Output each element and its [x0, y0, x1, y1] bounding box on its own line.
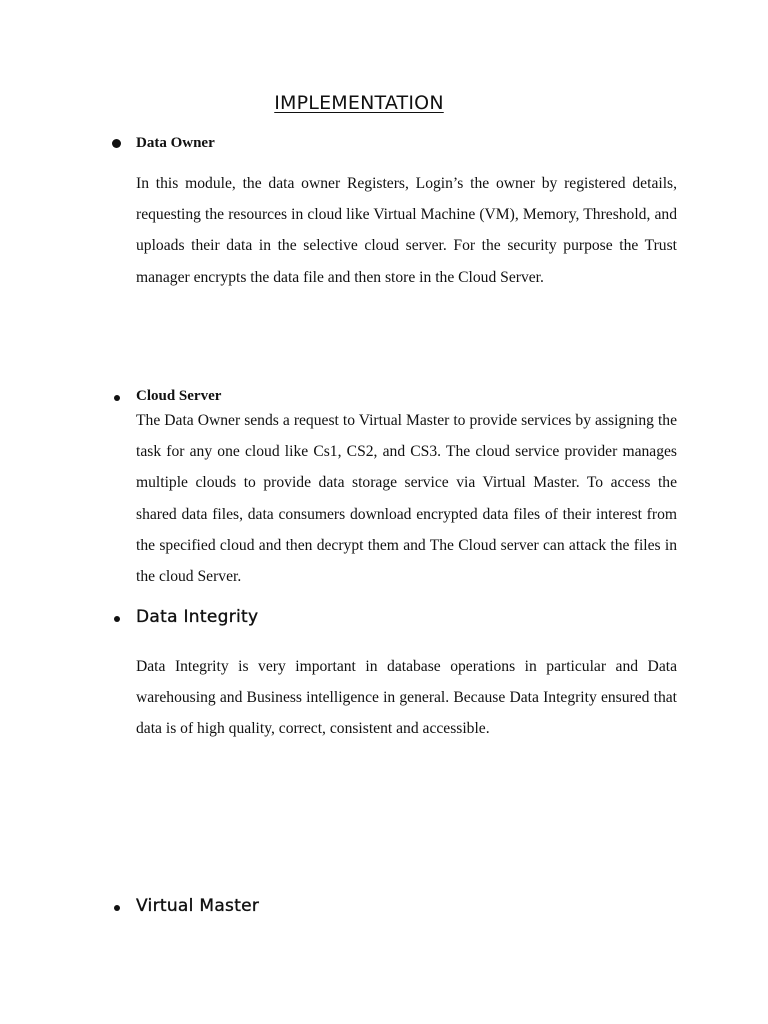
bullet-icon [114, 905, 120, 911]
page-title: IMPLEMENTATION [274, 92, 444, 114]
section-body-data-integrity: Data Integrity is very important in database operations in particular and Data warehousing and Business intelligence in general. Because Data Integrity ensured that data is of high quality, correct, consistent and accessible. [136, 658, 677, 738]
bullet-icon [112, 139, 121, 148]
section-body-cloud-server: The Data Owner sends a request to Virtual Master to provide services by assigning the task for any one cloud like Cs1, CS2, and CS3. The cloud service provider manages multiple clouds to provide data storage service via Virtual Master. To access the shared data files, data consumers download encrypted data files of their interest from the specified cloud and then decrypt them and The Cloud server can attack the files in the cloud Server. [136, 412, 677, 586]
section-heading-cloud-server: Cloud Server [136, 388, 222, 404]
bullet-icon [114, 616, 120, 622]
section-heading-data-integrity: Data Integrity [136, 607, 259, 627]
bullet-icon [114, 395, 120, 401]
section-heading-virtual-master: Virtual Master [136, 896, 260, 916]
section-heading-data-owner: Data Owner [136, 135, 215, 151]
section-body-data-owner: In this module, the data owner Registers, Login’s the owner by registered details, requesting the resources in cloud like Virtual Machine (VM), Memory, Threshold, and uploads their data in the selective cloud server. For the security purpose the Trust manager encrypts the data file and then store in the Cloud Server. [136, 175, 677, 286]
